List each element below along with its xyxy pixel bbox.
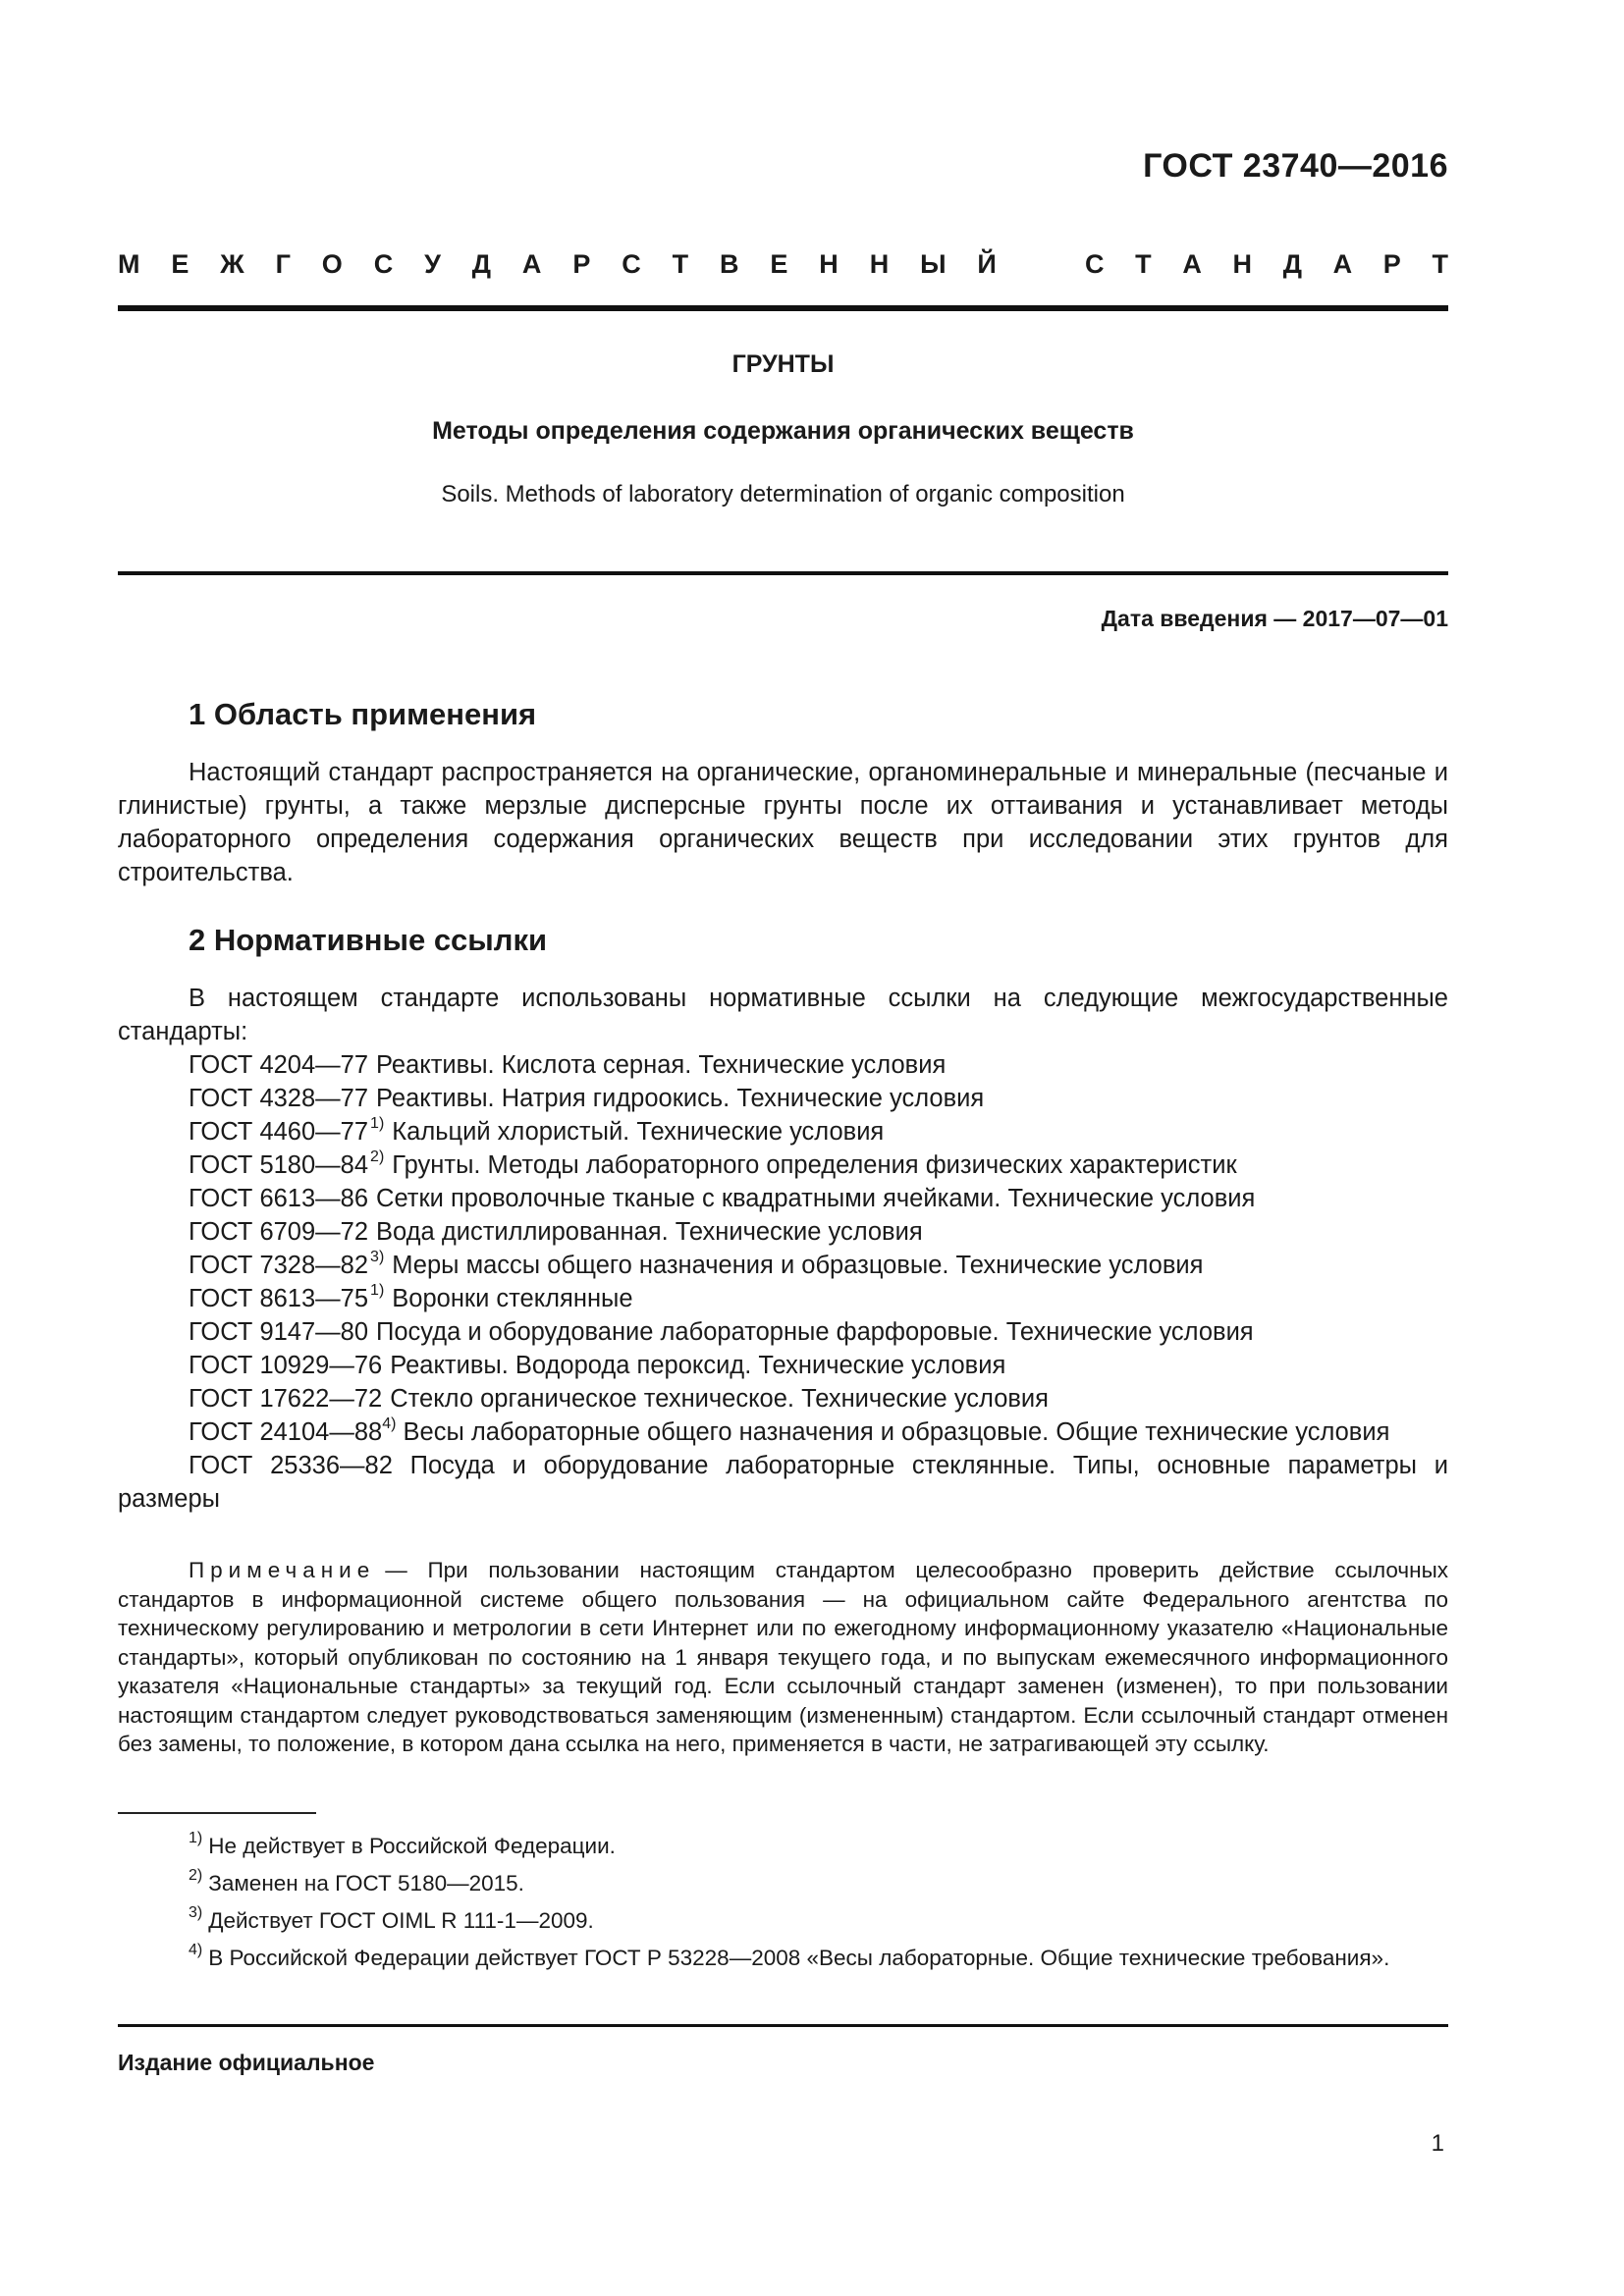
reference-title: Посуда и оборудование лабораторные стеклянные. Типы, основные параметры и размеры [118, 1452, 1448, 1513]
reference-item [118, 1148, 1448, 1182]
reference-item [118, 1249, 1448, 1282]
footnote-2 [118, 1866, 1448, 1898]
footnote-marker: 2) [370, 1148, 385, 1165]
reference-title: Сетки проволочные тканые с квадратными ячейками. Технические условия [376, 1185, 1256, 1212]
reference-title: Меры массы общего назначения и образцовые. Технические условия [392, 1252, 1204, 1279]
footnote-number: 3) [189, 1903, 203, 1921]
reference-code: ГОСТ 6709—72 [189, 1218, 369, 1246]
reference-code: ГОСТ 6613—86 [189, 1185, 369, 1212]
reference-item [118, 1315, 1448, 1349]
standard-banner [118, 249, 1448, 280]
reference-item [118, 1382, 1448, 1415]
top-divider [118, 305, 1448, 311]
footnote-text: Не действует в Российской Федерации. [208, 1834, 616, 1858]
document-subtitle: Методы определения содержания органических веществ [432, 417, 1134, 445]
reference-item [118, 1349, 1448, 1382]
banner-word-interstate: М Е Ж Г О С У Д А Р С Т В Е Н Н Ы Й [118, 249, 997, 279]
footnote-number: 1) [189, 1829, 203, 1846]
reference-code: ГОСТ 4460—77 [189, 1118, 369, 1146]
reference-item [118, 1082, 1448, 1115]
reference-title: Весы лабораторные общего назначения и образцовые. Общие технические условия [403, 1418, 1390, 1446]
english-title: Soils. Methods of laboratory determination of organic composition [441, 481, 1125, 507]
reference-title: Реактивы. Водорода пероксид. Технические условия [390, 1352, 1006, 1379]
document-title: ГРУНТЫ [731, 350, 835, 378]
banner-word-standard: С Т А Н Д А Р Т [1085, 249, 1448, 279]
reference-code: ГОСТ 4328—77 [189, 1085, 369, 1112]
note-label: Примечание [189, 1558, 376, 1582]
reference-code: ГОСТ 9147—80 [189, 1318, 369, 1346]
page-number: 1 [1431, 2130, 1444, 2157]
reference-code: ГОСТ 24104—88 [189, 1418, 383, 1446]
reference-code: ГОСТ 7328—82 [189, 1252, 369, 1279]
references-intro: В настоящем стандарте использованы нормативные ссылки на следующие межгосударственные стандарты: [118, 985, 1448, 1045]
official-edition-label: Издание официальное [118, 2050, 375, 2075]
footnote-text: Заменен на ГОСТ 5180—2015. [208, 1871, 524, 1896]
footnote-marker: 1) [370, 1281, 385, 1299]
references-note [118, 1556, 1448, 1759]
scope-paragraph: Настоящий стандарт распространяется на органические, органоминеральные и минеральные (песчаные и глинистые) грунты, а также мерзлые дисперсные грунты после их оттаивания и устанавливает методы лабораторного определения содержания органических веществ при исследовании этих грунтов для строительства. [118, 759, 1448, 886]
document-code: ГОСТ 23740—2016 [1143, 147, 1448, 185]
footnote-text: Действует ГОСТ OIML R 111-1—2009. [208, 1908, 594, 1933]
reference-code: ГОСТ 17622—72 [189, 1385, 383, 1413]
footnote-number: 4) [189, 1941, 203, 1958]
bottom-divider [118, 2024, 1448, 2027]
footnote-marker: 1) [370, 1114, 385, 1132]
reference-title: Стекло органическое техническое. Технические условия [390, 1385, 1049, 1413]
reference-title: Грунты. Методы лабораторного определения физических характеристик [392, 1151, 1237, 1179]
footnote-divider [118, 1812, 316, 1814]
reference-title: Реактивы. Кислота серная. Технические условия [376, 1051, 947, 1079]
footnote-marker: 4) [382, 1415, 397, 1432]
reference-item [118, 1048, 1448, 1082]
introduction-date: Дата введения — 2017—07—01 [1101, 606, 1448, 631]
footnote-4 [118, 1941, 1448, 1973]
footnote-marker: 3) [370, 1248, 385, 1265]
reference-item [118, 1115, 1448, 1148]
footnote-number: 2) [189, 1866, 203, 1884]
reference-title: Вода дистиллированная. Технические условия [376, 1218, 923, 1246]
reference-item-24104 [118, 1415, 1448, 1449]
reference-title: Воронки стеклянные [392, 1285, 633, 1312]
reference-title: Посуда и оборудование лабораторные фарфоровые. Технические условия [376, 1318, 1254, 1346]
reference-item-25336 [118, 1449, 1448, 1516]
reference-item [118, 1282, 1448, 1315]
reference-item [118, 1215, 1448, 1249]
note-text: — При пользовании настоящим стандартом целесообразно проверить действие ссылочных стандартов в информационной системе общего пользования — на официальном сайте Федерального агентства по техническому регулированию и метрологии в сети Интернет или по ежегодному информационному указателю «Национальные стандарты», который опубликован по состоянию на 1 января текущего года, и по выпускам ежемесячного информационного указателя «Национальные стандарты» за текущий год. Если ссылочный стандарт заменен (изменен), то при пользовании настоящим стандартом следует руководствоваться заменяющим (измененным) стандартом. Если ссылочный стандарт отменен без замены, то положение, в котором дана ссылка на него, применяется в части, не затрагивающей эту ссылку. [118, 1558, 1448, 1756]
reference-item [118, 1182, 1448, 1215]
reference-code: ГОСТ 25336—82 [189, 1452, 393, 1479]
references-list [118, 1048, 1448, 1516]
reference-code: ГОСТ 8613—75 [189, 1285, 369, 1312]
reference-code: ГОСТ 10929—76 [189, 1352, 383, 1379]
footnote-1 [118, 1829, 1448, 1861]
title-divider [118, 571, 1448, 575]
section-heading-references: 2 Нормативные ссылки [189, 923, 548, 957]
reference-code: ГОСТ 5180—84 [189, 1151, 369, 1179]
section-heading-scope: 1 Область применения [189, 697, 537, 731]
footnote-3 [118, 1903, 1448, 1936]
reference-title: Реактивы. Натрия гидроокись. Технические условия [376, 1085, 985, 1112]
reference-code: ГОСТ 4204—77 [189, 1051, 369, 1079]
footnote-text: В Российской Федерации действует ГОСТ Р 53228—2008 «Весы лабораторные. Общие технические требования». [208, 1946, 1390, 1970]
reference-title: Кальций хлористый. Технические условия [392, 1118, 885, 1146]
